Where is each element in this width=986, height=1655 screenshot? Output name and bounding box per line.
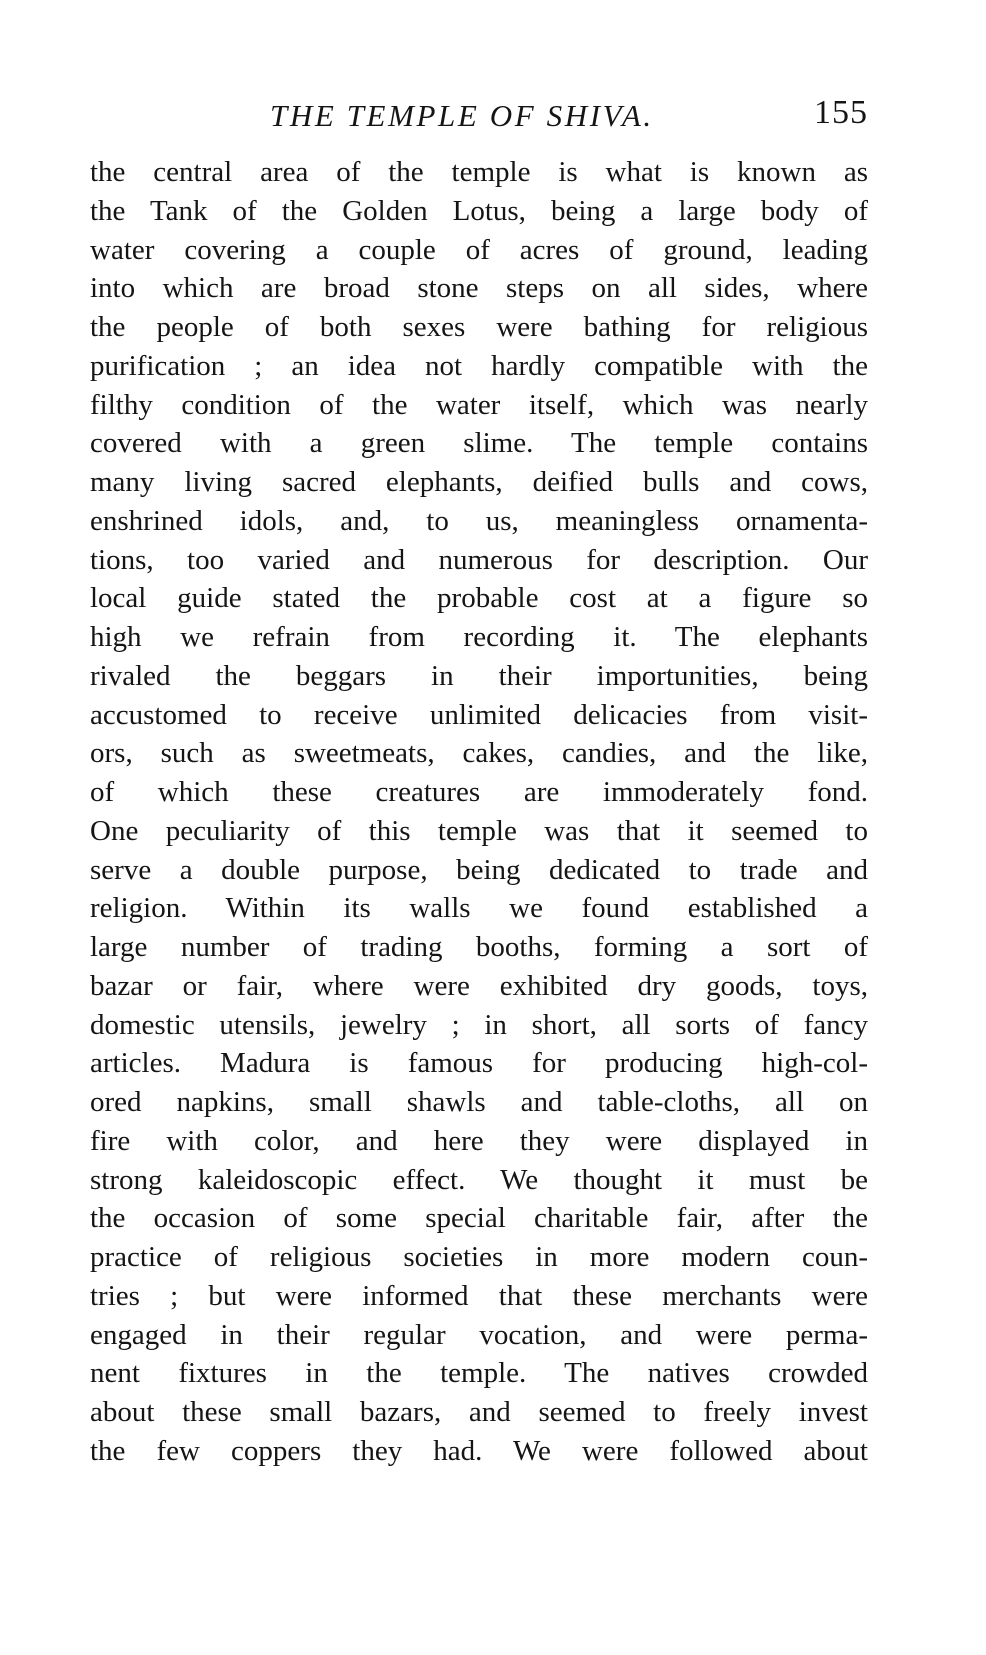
text-line: tries ; but were informed that these merchants were xyxy=(90,1279,868,1312)
body-text xyxy=(90,153,868,1471)
text-line: practice of religious societies in more modern coun- xyxy=(90,1241,868,1273)
text-line: fire with color, and here they were displayed in xyxy=(90,1124,868,1157)
text-line: covered with a green slime. The temple contains xyxy=(90,427,868,460)
running-title: THE TEMPLE OF SHIVA. xyxy=(270,98,654,133)
text-line: domestic utensils, jewelry ; in short, all sorts of fancy xyxy=(90,1008,868,1041)
text-line: One peculiarity of this temple was that it seemed to xyxy=(90,814,868,847)
text-line: high we refrain from recording it. The elephants xyxy=(90,621,868,653)
text-line: tions, too varied and numerous for description. Our xyxy=(90,543,868,576)
text-line: bazar or fair, where were exhibited dry goods, toys, xyxy=(90,969,868,1002)
text-line: articles. Madura is famous for producing high-col- xyxy=(90,1047,868,1080)
text-line: ored napkins, small shawls and table-cloths, all on xyxy=(90,1086,868,1118)
page-number: 155 xyxy=(814,94,868,131)
text-line: purification ; an idea not hardly compatible with the xyxy=(90,349,868,382)
text-line: water covering a couple of acres of ground, leading xyxy=(90,233,868,266)
text-line: the people of both sexes were bathing for religious xyxy=(90,311,868,343)
text-line: filthy condition of the water itself, which was nearly xyxy=(90,388,868,421)
text-line: enshrined idols, and, to us, meaningless ornamenta- xyxy=(90,504,868,537)
text-line: engaged in their regular vocation, and were perma- xyxy=(90,1318,868,1351)
text-line: large number of trading booths, forming a sort of xyxy=(90,931,868,963)
text-line: the occasion of some special charitable fair, after the xyxy=(90,1202,868,1235)
text-line: the few coppers they had. We were followed about xyxy=(90,1434,868,1467)
text-line: into which are broad stone steps on all sides, where xyxy=(90,272,868,305)
text-line: rivaled the beggars in their importunities, being xyxy=(90,659,868,692)
text-line: serve a double purpose, being dedicated to trade and xyxy=(90,853,868,886)
text-line: accustomed to receive unlimited delicacies from visit- xyxy=(90,698,868,731)
text-line: the Tank of the Golden Lotus, being a large body of xyxy=(90,194,868,227)
text-line: nent fixtures in the temple. The natives crowded xyxy=(90,1357,868,1390)
text-line: ors, such as sweetmeats, cakes, candies, and the like, xyxy=(90,737,868,770)
text-line: religion. Within its walls we found established a xyxy=(90,892,868,925)
text-line: local guide stated the probable cost at a figure so xyxy=(90,582,868,615)
text-line: strong kaleidoscopic effect. We thought it must be xyxy=(90,1163,868,1196)
text-line: many living sacred elephants, deified bulls and cows, xyxy=(90,466,868,498)
text-line: of which these creatures are immoderately fond. xyxy=(90,776,868,808)
text-line: the central area of the temple is what is known as xyxy=(90,156,868,188)
page-header xyxy=(90,94,868,138)
text-line: about these small bazars, and seemed to freely invest xyxy=(90,1396,868,1428)
